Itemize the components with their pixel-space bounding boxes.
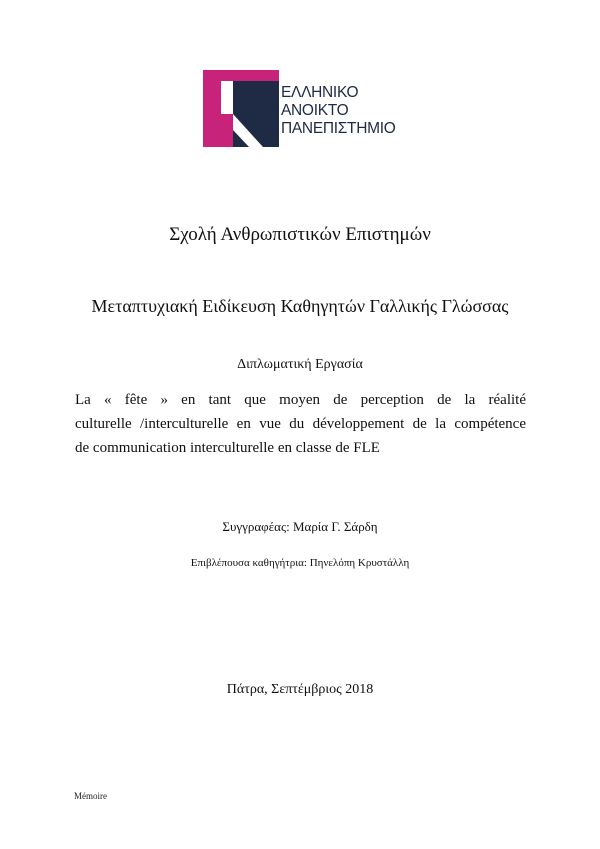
university-logo-text bbox=[281, 84, 395, 138]
logo-line-3: ΠΑΝΕΠΙΣΤΗΜΙΟ bbox=[281, 120, 396, 137]
thesis-title-line-3: de communication interculturelle en classe de FLE bbox=[75, 440, 380, 456]
thesis-title bbox=[75, 388, 526, 460]
author: Συγγραφέας: Μαρία Γ. Σάρδη bbox=[222, 519, 378, 534]
thesis-title-line-1: La « fête » en tant que moyen de perception de la réalité bbox=[75, 392, 526, 408]
supervisor: Επιβλέπουσα καθηγήτρια: Πηνελόπη Κρυστάλλη bbox=[190, 557, 410, 569]
university-logo-mark-icon bbox=[203, 70, 279, 147]
program-name: Μεταπτυχιακή Ειδίκευση Καθηγητών Γαλλικής Γλώσσας bbox=[91, 296, 509, 316]
thesis-title-line-2: culturelle /interculturelle en vue du développement de la compétence bbox=[75, 416, 526, 432]
school-name: Σχολή Ανθρωπιστικών Επιστημών bbox=[169, 224, 431, 245]
footer-note: Mémoire bbox=[74, 791, 107, 801]
thesis-label: Διπλωματική Εργασία bbox=[237, 357, 363, 372]
logo-line-2: ΑΝΟΙΚΤΟ bbox=[281, 102, 349, 119]
university-logo bbox=[203, 70, 403, 150]
logo-line-1: ΕΛΛΗΝΙΚΟ bbox=[281, 84, 359, 101]
place-date: Πάτρα, Σεπτέμβριος 2018 bbox=[226, 682, 374, 697]
